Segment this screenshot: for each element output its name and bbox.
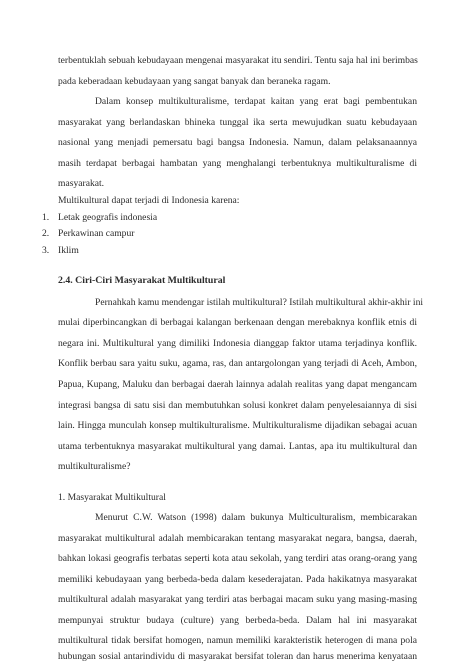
paragraph-line: bahkan lokasi geografis terbatas seperti kota atau sekolah, yang terdiri atas orang-orang yang: [58, 553, 417, 564]
list-item: Iklim: [58, 245, 79, 256]
paragraph-line: Pernahkah kamu mendengar istilah multikultural? Istilah multikultural akhir-akhir ini: [95, 297, 424, 308]
paragraph-line: negara ini. Multikultural yang dimiliki Indonesia dianggap faktor utama terjadinya konflik.: [58, 338, 417, 349]
paragraph-line: utama terbentuknya masyarakat multikultural yang damai. Lantas, apa itu multikultural dan: [58, 441, 417, 452]
list-intro: Multikultural dapat terjadi di Indonesia karena:: [58, 195, 240, 206]
paragraph-line: multikultural tidak bersifat homogen, namun memiliki karakteristik heterogen di mana pola: [58, 635, 417, 646]
list-number: 1.: [42, 212, 50, 223]
paragraph-line: multikulturalisme?: [58, 461, 131, 472]
paragraph-line: masyarakat.: [58, 178, 105, 189]
paragraph-line: Konflik berbau sara yaitu suku, agama, ras, dan antargolongan yang terjadi di Aceh, Ambon,: [58, 358, 417, 369]
paragraph-line: mulai diperbincangkan di berbagai kalangan berkenaan dengan merebaknya konflik etnis di: [58, 317, 417, 328]
paragraph-line: masih terdapat berbagai hambatan yang menghalangi terbentuknya multikulturalisme di: [58, 158, 417, 169]
paragraph-line: Papua, Kupang, Maluku dan berbagai daerah lainnya adalah realitas yang dapat mengancam: [58, 379, 417, 390]
paragraph-line: lain. Hingga munculah konsep multikulturalisme. Multikulturalisme dijadikan sebagai acuan: [58, 420, 417, 431]
paragraph-line: masyarakat yang berlandaskan bhineka tunggal ika serta mewujudkan suatu kebudayaan: [58, 117, 417, 128]
paragraph-line: Menurut C.W. Watson (1998) dalam bukunya Multiculturalism, membicarakan: [95, 512, 417, 523]
list-item: Perkawinan campur: [58, 228, 135, 239]
paragraph-line: masyarakat multikultural adalah membicarakan tentang masyarakat negara, bangsa, daerah,: [58, 533, 417, 544]
paragraph-line: integrasi bangsa di satu sisi dan membutuhkan solusi konkret dalam penyelesaiannya di sisi: [58, 400, 417, 411]
paragraph-line: memiliki kebudayaan yang berbeda-beda dalam kesederajatan. Pada hakikatnya masyarakat: [58, 574, 417, 585]
subsection-heading: 1. Masyarakat Multikultural: [58, 492, 166, 503]
section-heading: 2.4. Ciri-Ciri Masyarakat Multikultural: [58, 275, 226, 286]
list-item: Letak geografis indonesia: [58, 212, 158, 223]
paragraph-line: multikultural adalah masyarakat yang terdiri atas berbagai macam suku yang masing-masing: [58, 594, 417, 605]
paragraph-line: Dalam konsep multikulturalisme, terdapat kaitan yang erat bagi pembentukan: [95, 96, 417, 107]
paragraph-line: mempunyai struktur budaya (culture) yang berbeda-beda. Dalam hal ini masyarakat: [58, 615, 417, 626]
paragraph-line: terbentuklah sebuah kebudayaan mengenai masyarakat itu sendiri. Tentu saja hal ini berimbas: [58, 55, 418, 66]
paragraph-line: pada keberadaan kebudayaan yang sangat banyak dan beraneka ragam.: [58, 76, 331, 87]
paragraph-line: hubungan sosial antarindividu di masyarakat bersifat toleran dan harus menerima kenyataan: [58, 651, 417, 662]
list-number: 3.: [42, 245, 50, 256]
list-number: 2.: [42, 228, 50, 239]
paragraph-line: nasional yang menjadi pemersatu bagi bangsa Indonesia. Namun, dalam pelaksanaannya: [58, 137, 417, 148]
